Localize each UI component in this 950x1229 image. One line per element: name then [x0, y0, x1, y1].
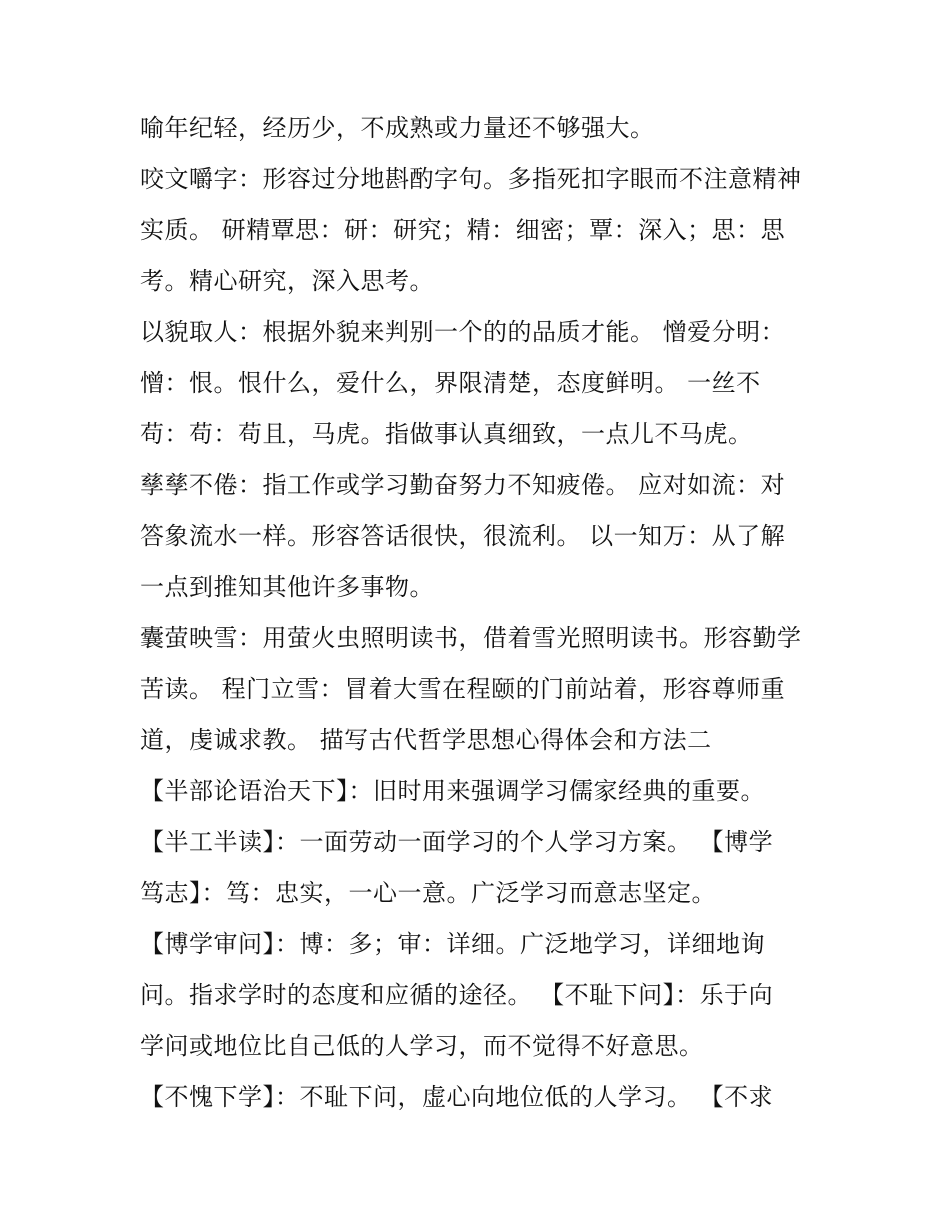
text-line: 囊萤映雪：用萤火虫照明读书，借着雪光照明读书。形容勤学 — [140, 624, 802, 652]
text-line: 【博学审问】：博：多；审：详细。广泛地学习，详细地询 — [140, 930, 765, 958]
text-line: 喻年纪轻，经历少，不成熟或力量还不够强大。 — [140, 114, 655, 142]
text-line: 考。精心研究，深入思考。 — [140, 267, 434, 295]
text-line: 咬文嚼字：形容过分地斟酌字句。多指死扣字眼而不注意精神 — [140, 165, 802, 193]
text-line: 学问或地位比自己低的人学习，而不觉得不好意思。 — [140, 1032, 704, 1060]
text-line: 实质。 研精覃思：研：研究；精：细密；覃：深入；思：思 — [140, 216, 786, 244]
text-line: 笃志】：笃：忠实，一心一意。广泛学习而意志坚定。 — [140, 879, 716, 907]
text-line: 【半部论语治天下】：旧时用来强调学习儒家经典的重要。 — [140, 777, 765, 805]
text-line: 【不愧下学】：不耻下问，虚心向地位低的人学习。 【不求 — [140, 1083, 774, 1111]
text-line: 答象流水一样。形容答话很快，很流利。 以一知万：从了解 — [140, 522, 786, 550]
text-line: 苟：苟：苟且，马虎。指做事认真细致，一点儿不马虎。 — [140, 420, 753, 448]
document-page — [140, 103, 830, 1123]
text-line: 一点到推知其他许多事物。 — [140, 573, 434, 601]
text-line: 憎：恨。恨什么，爱什么，界限清楚，态度鲜明。 一丝不 — [140, 369, 761, 397]
text-line: 孳孳不倦：指工作或学习勤奋努力不知疲倦。 应对如流：对 — [140, 471, 786, 499]
text-line: 道，虔诚求教。 描写古代哲学思想心得体会和方法二 — [140, 726, 712, 754]
text-line: 苦读。 程门立雪：冒着大雪在程颐的门前站着，形容尊师重 — [140, 675, 786, 703]
text-line: 问。指求学时的态度和应循的途径。 【不耻下问】：乐于向 — [140, 981, 774, 1009]
text-line: 以貌取人：根据外貌来判别一个的的品质才能。 憎爱分明： — [140, 318, 786, 346]
text-line: 【半工半读】：一面劳动一面学习的个人学习方案。 【博学 — [140, 828, 774, 856]
